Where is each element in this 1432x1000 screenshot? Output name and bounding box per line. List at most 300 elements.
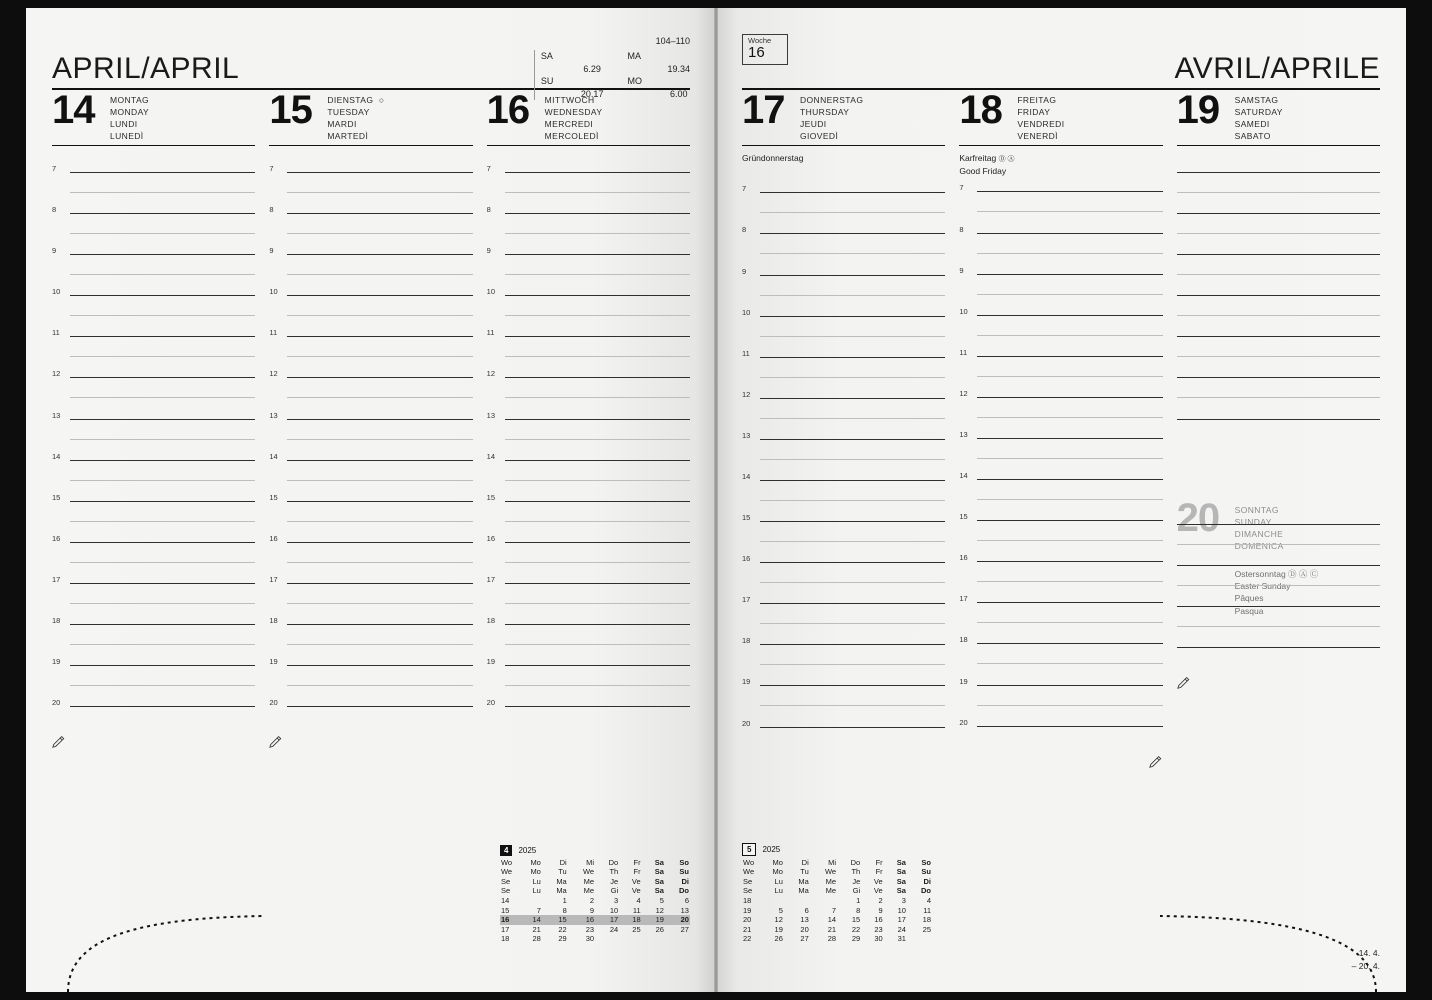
wd: Ve [631,876,641,886]
writing-line[interactable] [70,295,255,296]
wd: Di [801,857,809,867]
hour-grid-17[interactable] [742,172,945,747]
mini-day[interactable]: 10 [609,905,619,915]
hour-label: 9 [486,246,491,256]
hour-label: 16 [742,554,751,564]
holiday-note-17 [742,152,945,164]
day-number-16: 16 [486,88,530,132]
week-number[interactable]: 18 [500,934,510,944]
mini-week-row [500,925,690,935]
mini-day[interactable]: 29 [558,934,567,944]
left-page [26,8,716,992]
wd: Su [679,867,689,877]
mini-day[interactable]: 23 [874,924,883,934]
week-number-box [742,34,788,65]
mini-day[interactable]: 25 [632,924,641,934]
hour-label: 14 [486,451,495,461]
mini-day-empty [758,896,784,906]
mini-day[interactable]: 7 [831,905,837,915]
writing-line[interactable] [760,357,945,358]
holiday-text-en: Easter Sunday [1234,580,1291,591]
mini-day[interactable] [516,896,542,906]
hour-label: 13 [269,410,278,420]
hour-label: 11 [959,347,968,357]
mini-day[interactable]: 22 [851,924,861,934]
mini-day[interactable]: 6 [804,905,809,915]
wd: Je [852,876,861,886]
hour-label: 8 [52,205,57,215]
mini-day[interactable]: 23 [585,924,595,934]
mini-day[interactable]: 13 [800,915,809,925]
mini-day[interactable]: 11 [632,905,641,915]
writing-line[interactable] [505,295,690,296]
writing-line[interactable] [977,315,1162,316]
mini-day[interactable]: 4 [636,896,641,906]
mini-day[interactable]: 20 [800,924,809,934]
mini-day[interactable]: 7 [536,905,541,915]
writing-line[interactable] [1177,254,1380,255]
hour-label: 12 [742,389,751,399]
day-name-de-14: MONTAG [110,95,150,105]
writing-line[interactable] [505,665,690,666]
mini-day[interactable]: 26 [655,924,664,934]
writing-line[interactable] [977,520,1162,521]
mini-day[interactable]: 18 [922,915,931,925]
writing-line[interactable] [287,583,472,584]
page-corner-arc [66,912,266,992]
mini-day[interactable]: 17 [595,915,619,925]
writing-line[interactable] [70,542,255,543]
mini-day[interactable]: 14 [827,915,837,925]
week-label: Woche [748,36,772,45]
hour-label: 14 [742,471,751,481]
mini-day[interactable]: 8 [856,905,861,915]
hour-label: 11 [486,328,495,338]
mini-day[interactable]: 30 [874,934,883,944]
day-header-19 [1176,88,1380,146]
hour-label: 16 [486,533,495,543]
writing-line[interactable] [287,542,472,543]
mini-day[interactable]: 28 [532,934,541,944]
mini-day[interactable]: 6 [684,896,689,906]
writing-line[interactable] [760,603,945,604]
mini-month-number: 5 [742,843,756,856]
writing-line[interactable] [287,213,472,214]
writing-line[interactable] [760,233,945,234]
week-number[interactable]: 14 [500,896,510,906]
hour-label: 20 [959,717,968,727]
writing-line[interactable] [287,665,472,666]
writing-line[interactable] [505,460,690,461]
mini-day[interactable]: 5 [659,896,664,906]
writing-line[interactable] [1177,377,1380,378]
writing-line[interactable] [505,254,690,255]
hour-label: 12 [52,369,61,379]
writing-line[interactable] [287,336,472,337]
writing-line[interactable] [1177,295,1380,296]
mini-day[interactable]: 21 [827,924,837,934]
hour-label: 13 [742,430,751,440]
day-name-fr-14: LUNDI [110,119,138,130]
wd: Lu [774,886,783,896]
wd: Mo [772,857,783,867]
mini-day[interactable] [642,934,665,944]
day-column-19[interactable] [1176,88,1380,970]
mini-day[interactable]: 31 [897,934,906,944]
writing-line[interactable] [760,192,945,193]
writing-line[interactable] [287,295,472,296]
writing-line[interactable] [760,439,945,440]
right-day-columns [742,88,1380,970]
mini-week-row [742,925,932,935]
hour-label: 20 [742,718,751,728]
wd: Sa [654,857,664,867]
mini-day[interactable]: 9 [878,905,883,915]
hour-label: 9 [269,246,274,256]
mini-day[interactable]: 16 [874,915,883,925]
wn-head: Se [500,876,511,886]
writing-line[interactable] [70,706,255,707]
hour-label: 16 [269,533,278,543]
hour-label: 8 [959,224,964,234]
writing-line[interactable] [505,583,690,584]
mini-day[interactable]: 1 [856,896,861,906]
hour-label: 14 [269,451,278,461]
mini-day[interactable]: 30 [585,934,595,944]
wd: Gi [852,886,861,896]
hour-label: 16 [52,533,61,543]
wd: Fr [633,857,641,867]
pencil-icon [269,735,283,749]
day-names-17 [800,94,863,142]
hour-label: 13 [959,430,968,440]
writing-line[interactable] [70,460,255,461]
wd: Lu [774,876,783,886]
writing-line[interactable] [505,336,690,337]
writing-line[interactable] [70,377,255,378]
wd: Do [921,886,931,896]
hour-label: 12 [486,369,495,379]
writing-line[interactable] [760,562,945,563]
writing-line[interactable] [760,480,945,481]
wd: So [679,857,689,867]
hour-label: 11 [742,348,750,358]
mini-day[interactable]: 17 [897,915,906,925]
day-name-de-15: DIENSTAG [327,95,374,105]
note-row-20[interactable] [1177,672,1380,698]
note-row-15[interactable] [269,731,472,757]
writing-line[interactable] [977,643,1162,644]
mini-week-row [742,896,932,906]
mini-day[interactable]: 22 [558,924,567,934]
hour-grid-16[interactable] [487,152,690,727]
hour-grid-15[interactable] [269,152,472,757]
writing-line[interactable] [70,172,255,173]
hour-label: 15 [269,492,278,502]
mini-day[interactable]: 13 [680,905,689,915]
writing-line[interactable] [1177,647,1380,648]
writing-line[interactable] [760,398,945,399]
day-column-14[interactable] [52,88,269,970]
hour-label: 10 [52,287,61,297]
hour-label: 9 [52,246,57,256]
mini-day[interactable]: 2 [589,896,595,906]
mini-week-row [500,896,690,906]
week-number[interactable]: 19 [743,905,752,915]
week-number[interactable]: 20 [743,915,752,925]
day-number-20: 20 [1176,495,1220,540]
mini-day[interactable]: 12 [655,905,664,915]
writing-line[interactable] [1177,172,1380,173]
mini-calendar-may[interactable] [742,843,932,944]
note-row-18[interactable] [959,751,1162,777]
writing-line[interactable] [1177,524,1380,525]
writing-line[interactable] [287,706,472,707]
hour-label: 14 [52,451,61,461]
mini-calendar-table [742,858,932,944]
mini-day[interactable] [665,934,690,944]
day-name-en-17: THURSDAY [800,107,850,118]
mini-week-row-current [500,915,690,925]
wd: Lu [532,876,541,886]
writing-line[interactable] [70,624,255,625]
note-row-14[interactable] [52,731,255,757]
writing-line[interactable] [70,213,255,214]
wd: Sa [654,876,664,886]
day-header-14 [52,88,255,146]
writing-line[interactable] [70,419,255,420]
writing-line[interactable] [977,438,1162,439]
holiday-text: Karfreitag [959,153,997,163]
hour-label: 10 [959,306,968,316]
writing-line[interactable] [977,397,1162,398]
weekday-row [742,867,932,877]
hour-label: 15 [959,512,968,522]
hour-label: 13 [52,410,61,420]
writing-line[interactable] [70,501,255,502]
writing-line[interactable] [287,254,472,255]
wd: Fr [875,857,883,867]
mini-day[interactable]: 20 [665,915,690,925]
mini-day[interactable]: 15 [542,915,568,925]
mini-week-row [742,934,932,944]
mini-day[interactable]: 14 [516,915,542,925]
writing-line[interactable] [1177,336,1380,337]
writing-line[interactable] [760,685,945,686]
writing-line[interactable] [977,274,1162,275]
hour-label: 17 [269,574,278,584]
mini-week-row [742,906,932,916]
hour-label: 19 [742,677,751,687]
mini-day[interactable]: 9 [589,905,595,915]
wd: Fr [875,867,883,877]
wd: Me [583,886,595,896]
mini-day[interactable]: 19 [774,924,783,934]
writing-line[interactable] [760,316,945,317]
writing-line[interactable] [1177,419,1380,420]
mini-day[interactable]: 15 [851,915,861,925]
writing-line[interactable] [977,602,1162,603]
wd: Je [610,876,619,886]
weekday-row [500,858,690,868]
mini-day[interactable]: 12 [774,915,783,925]
day-name-de-20: SONNTAG [1234,504,1279,515]
day-column-17[interactable] [742,88,959,970]
writing-line[interactable] [977,479,1162,480]
mini-day[interactable] [595,934,619,944]
day-name-fr-15: MARDI [327,119,357,130]
writing-line[interactable] [505,706,690,707]
mini-day[interactable]: 3 [614,896,619,906]
day-header-18 [959,88,1162,146]
hour-label: 16 [959,553,968,563]
day-column-15[interactable] [269,88,486,970]
mini-day[interactable] [619,934,641,944]
writing-line[interactable] [505,377,690,378]
writing-line[interactable] [505,542,690,543]
writing-line[interactable] [287,419,472,420]
mini-day[interactable]: 24 [609,924,619,934]
holiday-text-de: Ostersonntag Ⓓ Ⓐ Ⓒ [1234,568,1319,579]
writing-line[interactable] [1177,565,1380,566]
writing-line[interactable] [760,727,945,728]
hour-label: 18 [486,616,495,626]
mini-calendar-april[interactable] [500,845,690,944]
weekday-row [500,886,690,896]
day-column-16[interactable] [486,88,690,970]
mini-day[interactable]: 18 [619,915,641,925]
writing-line[interactable] [505,419,690,420]
mini-day[interactable]: 27 [800,934,809,944]
writing-line[interactable] [287,460,472,461]
writing-line[interactable] [70,665,255,666]
mini-day[interactable]: 25 [922,924,931,934]
week-number[interactable]: 15 [500,905,510,915]
mini-day[interactable]: 26 [774,934,783,944]
mini-day[interactable]: 11 [923,905,931,915]
wd: We [824,867,837,877]
writing-line[interactable] [505,172,690,173]
writing-line[interactable] [287,377,472,378]
mini-day[interactable]: 24 [897,924,906,934]
writing-line[interactable] [70,583,255,584]
writing-line[interactable] [287,624,472,625]
hour-label: 14 [959,471,968,481]
writing-line[interactable] [760,521,945,522]
weekday-row [742,886,932,896]
week-number[interactable]: 16 [500,915,516,925]
week-number[interactable]: 22 [743,934,752,944]
moon-value-ma: 19.34 [667,63,690,74]
day-name-en-16: WEDNESDAY [544,107,603,118]
wn-head: Se [743,876,753,886]
pencil-icon [1177,676,1191,690]
day-header-16 [486,88,690,146]
writing-line[interactable] [977,191,1162,192]
writing-line[interactable] [977,356,1162,357]
week-number[interactable]: 21 [743,924,752,934]
writing-line[interactable] [505,501,690,502]
wd: Mi [828,857,837,867]
day-name-it-18: VENERDÌ [1017,131,1058,142]
day-name-fr-20: DIMANCHE [1234,528,1284,539]
writing-line[interactable] [287,501,472,502]
writing-line[interactable] [1177,213,1380,214]
writing-line[interactable] [505,213,690,214]
mini-day[interactable]: 29 [851,934,861,944]
writing-line[interactable] [977,561,1162,562]
hour-grid-14[interactable] [52,152,255,757]
right-month-title: AVRIL/APRILE [1174,52,1380,85]
week-number[interactable]: 18 [743,896,752,906]
day-name-en-20: SUNDAY [1234,516,1272,527]
mini-day[interactable]: 4 [926,896,931,906]
hour-label: 18 [52,616,61,626]
sun-value-su: 20.17 [580,88,604,99]
wd: Ma [556,876,567,886]
writing-line[interactable] [1177,606,1380,607]
page-code: 104–110 [655,36,690,46]
writing-line[interactable] [977,726,1162,727]
writing-line[interactable] [70,336,255,337]
writing-line[interactable] [505,624,690,625]
mini-day[interactable]: 16 [568,915,595,925]
hour-label: 8 [486,205,491,215]
hour-label: 8 [742,225,747,235]
mini-day[interactable]: 8 [562,905,567,915]
wd: Mo [530,867,541,877]
mini-day[interactable]: 3 [901,896,906,906]
day-column-18[interactable] [959,88,1176,970]
wd: Sa [896,867,906,877]
week-number[interactable]: 17 [500,924,510,934]
hour-grid-19[interactable] [1177,152,1380,440]
mini-day[interactable]: 1 [562,896,567,906]
wd: Di [923,876,931,886]
page-corner-arc [1158,912,1378,992]
writing-line[interactable] [70,254,255,255]
planner-spread [26,8,1406,992]
day-name-de-19: SAMSTAG [1234,95,1279,105]
mini-day[interactable]: 2 [878,896,883,906]
wn-head: Wo [743,857,755,867]
left-header [52,36,690,99]
mini-day[interactable]: 19 [642,915,665,925]
day-name-en-15: TUESDAY [327,107,370,118]
mini-year: 2025 [762,844,781,854]
mini-day[interactable]: 5 [778,905,783,915]
mini-day[interactable] [907,934,932,944]
mini-day[interactable]: 27 [680,924,689,934]
day-name-it-19: SABATO [1234,131,1271,142]
writing-line[interactable] [287,172,472,173]
day-header-15 [269,88,472,146]
wd: Mo [530,857,541,867]
mini-day[interactable]: 28 [827,934,837,944]
day-name-it-16: MERCOLEDÌ [544,131,599,142]
writing-line[interactable] [760,275,945,276]
writing-line[interactable] [977,233,1162,234]
mini-day[interactable]: 10 [897,905,906,915]
mini-day[interactable]: 21 [532,924,541,934]
writing-line[interactable] [760,644,945,645]
wd: We [582,867,595,877]
hour-label: 17 [486,574,495,584]
hour-label: 18 [742,636,751,646]
writing-line[interactable] [977,685,1162,686]
hour-grid-18[interactable] [959,171,1162,776]
hour-grid-20[interactable] [1177,504,1380,698]
